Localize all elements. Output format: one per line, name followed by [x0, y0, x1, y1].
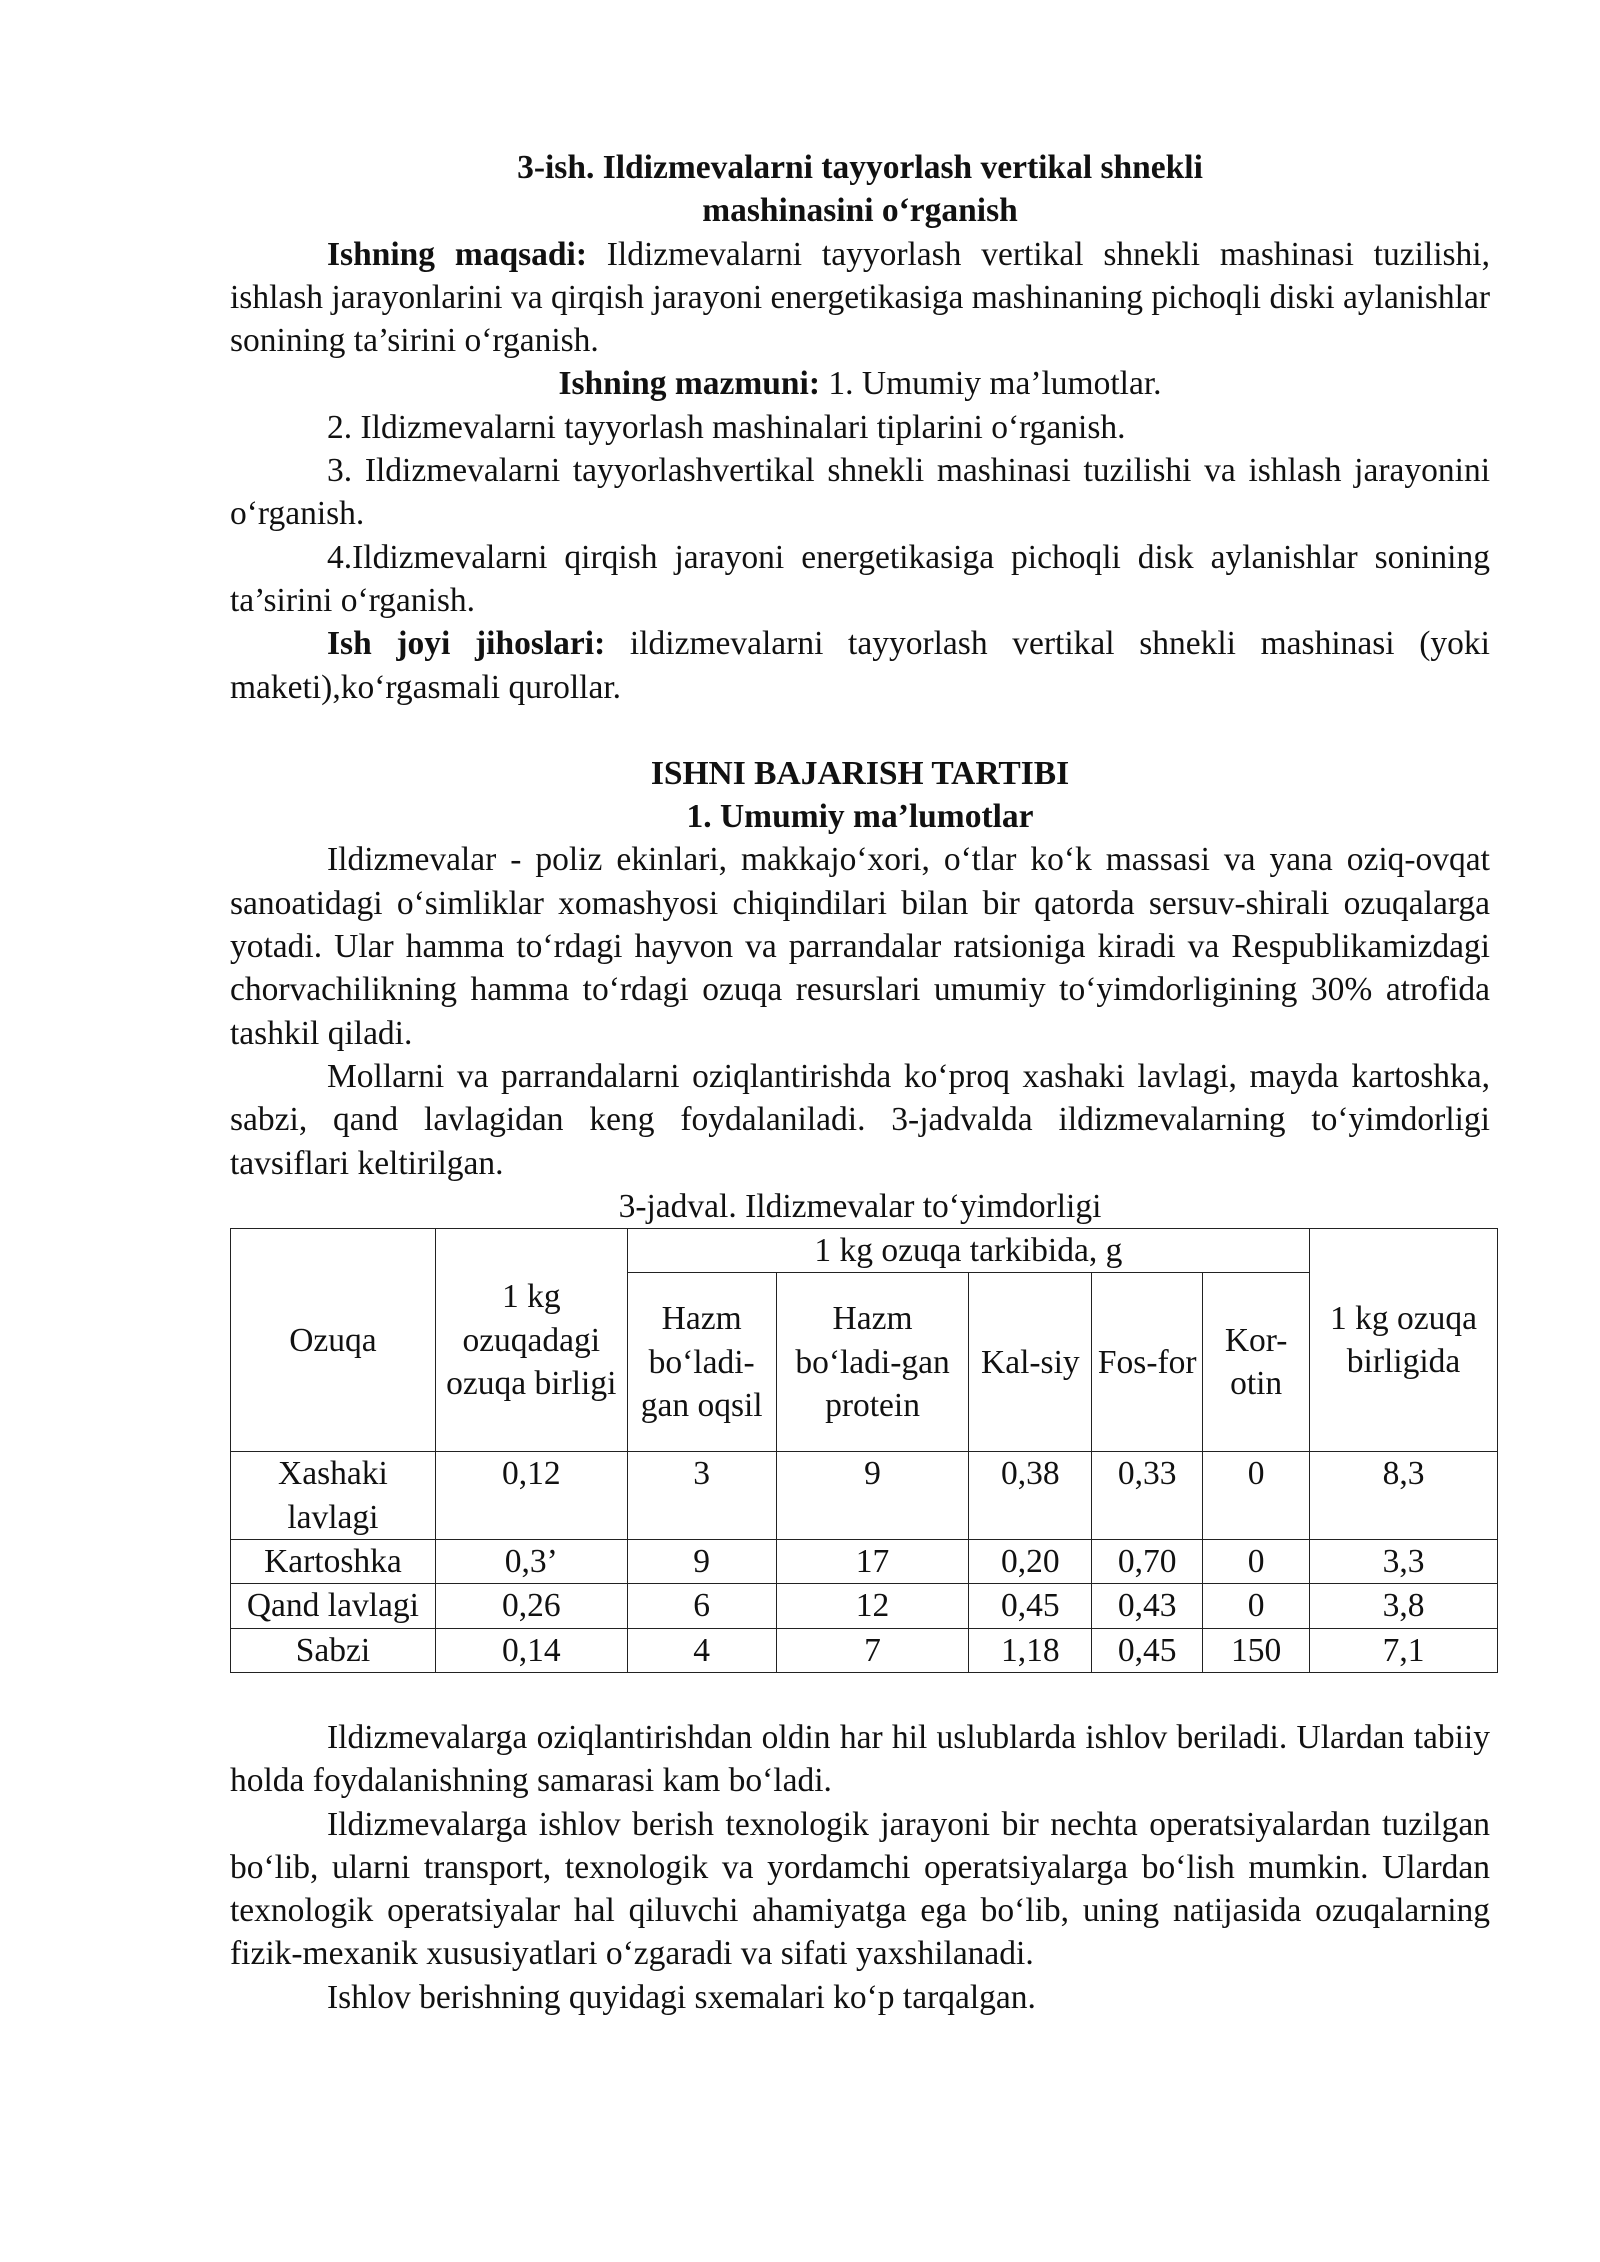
- cell-oqsil: 6: [627, 1584, 776, 1628]
- content-item-4: 4.Ildizmevalarni qirqish jarayoni energetikasiga pichoqli disk aylanishlar sonining ta’sirini o‘rganish.: [230, 538, 1490, 619]
- header-digestible-oqsil: Hazm bo‘ladi-gan oqsil: [627, 1273, 776, 1452]
- cell-units: 0,26: [435, 1584, 627, 1628]
- cell-korotin: 150: [1203, 1628, 1310, 1672]
- header-carotene: Kor-otin: [1203, 1273, 1310, 1452]
- content-item-3: 3. Ildizmevalarni tayyorlashvertikal shnekli mashinasi tuzilishi va ishlash jarayonini o‘rganish.: [230, 452, 1490, 533]
- table-caption: 3-jadval. Ildizmevalar to‘yimdorligi: [618, 1187, 1102, 1225]
- content-label: Ishning mazmuni:: [558, 365, 821, 403]
- cell-per-unit: 3,8: [1310, 1584, 1498, 1628]
- paragraph-3: Ildizmevalarga oziqlantirishdan oldin har hil uslublarda ishlov beriladi. Ulardan tabiiy holda foydalanishning samarasi kam bo‘ladi.: [230, 1718, 1490, 1800]
- nutrition-table: [230, 1228, 1498, 1673]
- cell-protein: 7: [776, 1628, 969, 1672]
- header-per-unit: 1 kg ozuqa birligida: [1310, 1229, 1498, 1452]
- goal-label: Ishning maqsadi:: [327, 235, 587, 273]
- title-line-1: 3-ish. Ildizmevalarni tayyorlash vertikal shnekli: [517, 149, 1203, 186]
- table-row: [231, 1452, 1498, 1540]
- cell-fosfor: 0,45: [1092, 1628, 1203, 1672]
- subsection-heading-text: 1. Umumiy ma’lumotlar: [686, 798, 1034, 836]
- header-units-per-kg: 1 kg ozuqadagi ozuqa birligi: [435, 1229, 627, 1452]
- cell-korotin: 0: [1203, 1452, 1310, 1540]
- spacer: [230, 1673, 1490, 1716]
- paragraph-1: Ildizmevalar - poliz ekinlari, makkajo‘xori, o‘tlar ko‘k massasi va yana oziq-ovqat sanoatidagi o‘simliklar xomashyosi chiqindilari bilan bir qatorda sersuv-shirali ozuqalarga yotadi. Ular hamma to‘rdagi hayvon va parrandalar ratsioniga kiradi va Respublikamizdagi chorvachilikning hamma to‘rdagi ozuqa resurslari umumiy to‘yimdorligining 30% atrofida tashkil qiladi.: [230, 841, 1490, 1052]
- cell-fosfor: 0,70: [1092, 1540, 1203, 1584]
- content-heading: [230, 362, 1490, 405]
- table-row: [231, 1628, 1498, 1672]
- cell-kalsiy: 0,20: [969, 1540, 1092, 1584]
- cell-korotin: 0: [1203, 1540, 1310, 1584]
- document-page: [230, 146, 1490, 2019]
- spacer: [230, 709, 1490, 752]
- cell-protein: 17: [776, 1540, 969, 1584]
- paragraph-4: Ildizmevalarga ishlov berish texnologik jarayoni bir nechta operatsiyalardan tuzilgan bo‘lib, ularni transport, texnologik va yordamchi operatsiyalarga bo‘lish mumkin. Ulardan texnologik operatsiyalar hal qiluvchi ahamiyatga ega bo‘lib, uning natijasida ozuqalarning fizik-mexanik xususiyatlari o‘zgaradi va sifati yaxshilanadi.: [230, 1805, 1490, 1973]
- table-row: [231, 1540, 1498, 1584]
- cell-protein: 9: [776, 1452, 969, 1540]
- cell-korotin: 0: [1203, 1584, 1310, 1628]
- cell-name: Qand lavlagi: [231, 1584, 436, 1628]
- paragraph-5: Ishlov berishning quyidagi sxemalari ko‘p tarqalgan.: [327, 1978, 1036, 2016]
- content-item-2: 2. Ildizmevalarni tayyorlash mashinalari tiplarini o‘rganish.: [327, 408, 1126, 446]
- header-feed: Ozuqa: [231, 1229, 436, 1452]
- cell-oqsil: 3: [627, 1452, 776, 1540]
- goal-text: Ildizmevalarni tayyorlash vertikal shnekli mashinasi tuzilishi, ishlash jarayonlarini va qirqish jarayoni energetikasiga mashinaning pichoqli diski aylanishlar sonining ta’sirini o‘rganish.: [230, 235, 1490, 360]
- header-phosphorus: Fos-for: [1092, 1273, 1203, 1452]
- equipment-label: Ish joyi jihoslari:: [327, 625, 606, 663]
- title-line-2: mashinasini o‘rganish: [702, 192, 1018, 230]
- cell-fosfor: 0,43: [1092, 1584, 1203, 1628]
- cell-name: Xashaki lavlagi: [231, 1452, 436, 1540]
- equipment-paragraph: [230, 622, 1490, 709]
- cell-per-unit: 8,3: [1310, 1452, 1498, 1540]
- paragraph-2: Mollarni va parrandalarni oziqlantirishda ko‘proq xashaki lavlagi, mayda kartoshka, sabzi, qand lavlagidan keng foydalaniladi. 3-jadvalda ildizmevalarning to‘yimdorligi tavsiflari keltirilgan.: [230, 1057, 1490, 1182]
- cell-per-unit: 3,3: [1310, 1540, 1498, 1584]
- subsection-heading: [230, 795, 1490, 838]
- header-group-composition: 1 kg ozuqa tarkibida, g: [627, 1229, 1309, 1273]
- cell-kalsiy: 0,45: [969, 1584, 1092, 1628]
- goal-paragraph: [230, 233, 1490, 363]
- cell-per-unit: 7,1: [1310, 1628, 1498, 1672]
- content-item-1: 1. Umumiy ma’lumotlar.: [820, 365, 1162, 403]
- cell-units: 0,3’: [435, 1540, 627, 1584]
- document-title: [230, 146, 1490, 233]
- cell-units: 0,12: [435, 1452, 627, 1540]
- table-row: [231, 1584, 1498, 1628]
- header-calcium: Kal-siy: [969, 1273, 1092, 1452]
- cell-kalsiy: 1,18: [969, 1628, 1092, 1672]
- cell-kalsiy: 0,38: [969, 1452, 1092, 1540]
- cell-oqsil: 4: [627, 1628, 776, 1672]
- cell-units: 0,14: [435, 1628, 627, 1672]
- header-digestible-protein: Hazm bo‘ladi-gan protein: [776, 1273, 969, 1452]
- cell-protein: 12: [776, 1584, 969, 1628]
- section-heading-text: ISHNI BAJARISH TARTIBI: [650, 754, 1070, 792]
- cell-oqsil: 9: [627, 1540, 776, 1584]
- cell-fosfor: 0,33: [1092, 1452, 1203, 1540]
- equipment-text: ildizmevalarni tayyorlash vertikal shnekli mashinasi (yoki maketi),ko‘rgasmali qurollar.: [230, 625, 1490, 706]
- section-heading: [230, 752, 1490, 795]
- cell-name: Sabzi: [231, 1628, 436, 1672]
- cell-name: Kartoshka: [231, 1540, 436, 1584]
